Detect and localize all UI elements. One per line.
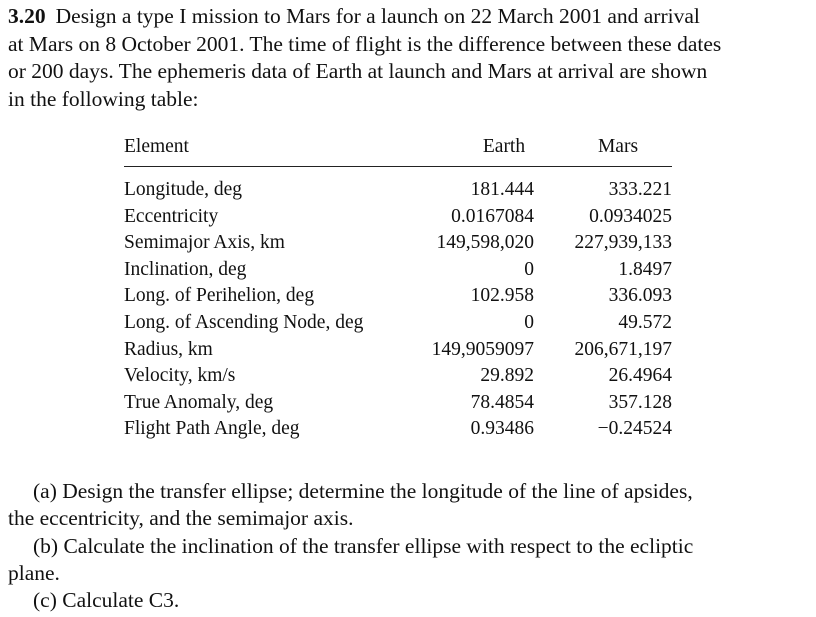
- problem-parts: [8, 478, 804, 614]
- row-mars-value: 357.128: [608, 391, 672, 413]
- part-b-line: (b) Calculate the inclination of the transfer ellipse with respect to the ecliptic: [33, 533, 694, 558]
- row-earth-value: 29.892: [480, 365, 534, 387]
- row-earth-value: 0.0167084: [451, 205, 534, 227]
- table-row: [124, 363, 672, 390]
- table-row: [124, 416, 672, 443]
- table-header-row: [124, 136, 672, 167]
- table-row: [124, 390, 672, 417]
- statement-line: [8, 3, 804, 31]
- row-element: Velocity, km/s: [124, 365, 236, 387]
- column-header-mars: Mars: [534, 136, 672, 167]
- column-header-element: Element: [124, 136, 414, 167]
- row-mars-value: 1.8497: [618, 258, 672, 280]
- row-mars-value: 333.221: [608, 179, 672, 200]
- row-mars-value: 26.4964: [608, 365, 672, 387]
- row-element: Flight Path Angle, deg: [124, 418, 300, 440]
- part-a-line: the eccentricity, and the semimajor axis.: [8, 506, 354, 531]
- row-element: Semimajor Axis, km: [124, 232, 285, 254]
- row-element: Eccentricity: [124, 205, 219, 227]
- table-row: [124, 310, 672, 337]
- table-row: [124, 230, 672, 257]
- row-mars-value: 0.0934025: [589, 205, 672, 227]
- row-earth-value: 181.444: [470, 179, 534, 200]
- row-earth-value: 0: [524, 311, 534, 333]
- column-header-earth: Earth: [414, 136, 534, 167]
- part-a-line: (a) Design the transfer ellipse; determine the longitude of the line of apsides,: [33, 479, 693, 503]
- row-earth-value: 0.93486: [470, 418, 534, 440]
- statement-line: at Mars on 8 October 2001. The time of flight is the difference between these dates: [8, 31, 722, 56]
- row-earth-value: 78.4854: [470, 391, 534, 413]
- row-earth-value: 0: [524, 258, 534, 280]
- row-mars-value: 227,939,133: [574, 232, 672, 254]
- row-element: Longitude, deg: [124, 179, 243, 200]
- table-row: [124, 337, 672, 364]
- problem-statement: [8, 3, 804, 113]
- table-row: [124, 257, 672, 284]
- row-earth-value: 149,598,020: [436, 232, 534, 254]
- row-element: Radius, km: [124, 338, 213, 360]
- ephemeris-table: [124, 136, 672, 443]
- row-mars-value: 336.093: [608, 285, 672, 307]
- statement-line: in the following table:: [8, 86, 199, 111]
- row-element: Long. of Ascending Node, deg: [124, 311, 364, 333]
- row-mars-value: 206,671,197: [574, 338, 672, 360]
- row-element: Long. of Perihelion, deg: [124, 285, 315, 307]
- row-earth-value: 102.958: [470, 285, 534, 307]
- statement-line: or 200 days. The ephemeris data of Earth at launch and Mars at arrival are shown: [8, 59, 708, 83]
- problem-number: 3.20: [8, 4, 46, 28]
- statement-text: Design a type I mission to Mars for a launch on 22 March 2001 and arrival: [55, 4, 700, 28]
- part-c-line: (c) Calculate C3.: [33, 588, 180, 613]
- table-row: [124, 204, 672, 231]
- row-element: True Anomaly, deg: [124, 391, 274, 413]
- row-earth-value: 149,9059097: [431, 338, 534, 360]
- row-element: Inclination, deg: [124, 258, 247, 280]
- part-b-line: plane.: [8, 560, 60, 585]
- table-row: [124, 167, 672, 204]
- row-mars-value: −0.24524: [597, 418, 672, 440]
- row-mars-value: 49.572: [618, 311, 672, 333]
- table-row: [124, 283, 672, 310]
